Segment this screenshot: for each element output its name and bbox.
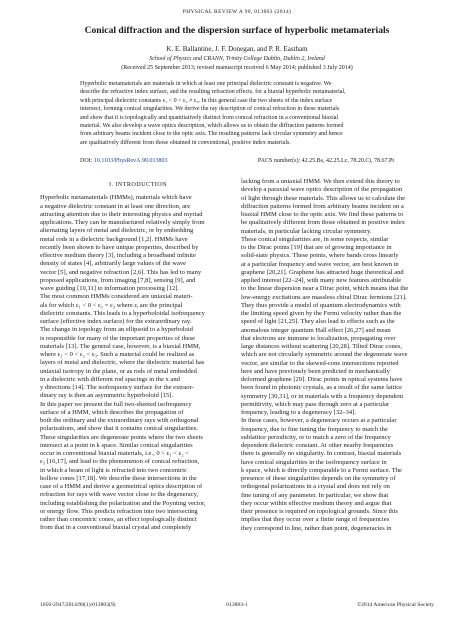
body-text-line: frequency, due to fine tuning the frequency to match the <box>241 425 388 433</box>
body-text-line: lacking from a uniaxial HMM. We then extend this theory to <box>241 178 400 185</box>
body-text-line: there is generally no singularity. In contrast, biaxial materials <box>241 450 402 458</box>
body-text-line: k space, which is directly comparable to a Fermi surface. The <box>241 466 402 474</box>
body-text-line: metal rods in a dielectric background [1,2]. HMMs have <box>40 235 188 243</box>
body-text-line: large distances without scattering [20,28]. Tilted Dirac cones, <box>241 343 402 350</box>
body-text-line: frequency, leading to a degeneracy [32–34]. <box>241 409 357 416</box>
body-text-line: that electrons are immune to localization, propagating over <box>241 334 396 342</box>
abstract-line: are qualitatively different from those obtained in conventional, positive index materials. <box>80 139 291 146</box>
body-text-line: a negative dielectric constant in at least one direction, are <box>40 202 191 210</box>
body-text-line: ε₃ [16,17], and lead to the phenomenon of conical refraction, <box>40 458 200 466</box>
body-text-line: occur in conventional biaxial materials, i.e., 0 < ε₁ < ε₂ < <box>40 450 189 457</box>
body-text-line: of light through these materials. This allows us to calculate the <box>241 194 406 202</box>
pacs-numbers: PACS number(s): 42.25.Bs, 42.25.Lc, 78.20.Ci, 78.67.Pt <box>257 158 394 164</box>
body-text-line: in which a beam of light is refracted into two concentric <box>40 466 187 474</box>
body-text-line: materials [13]. The general case, however, is a biaxial HMM, <box>40 342 201 350</box>
body-text-line: dinary ray is then an asymmetric hyperboloid [15]. <box>40 392 174 400</box>
body-text-line: In these cases, however, a degeneracy occurs at a particular <box>241 417 397 425</box>
body-text-line: attracting attention due to their interesting physics and myriad <box>40 210 203 218</box>
body-text-line: including establishing the polarization and the Poynting vector, <box>40 499 206 507</box>
body-text-line: The most common HMMs considered are uniaxial materi- <box>40 293 193 301</box>
body-text-line: polarizations, and show that it contains conical singularities. <box>40 425 198 433</box>
body-text-line: alternating layers of metal and dielectric, or by embedding <box>40 227 194 235</box>
body-text-line: effective medium theory [3], including a broadband infinite <box>40 252 196 259</box>
body-text-line: uniaxial isotropy in the plane, or as rods of metal embedded <box>40 367 197 375</box>
body-text-line: anomalous integer quantum Hall effect [26,27] and mean <box>241 326 391 334</box>
section-heading: I. INTRODUCTION <box>109 181 167 188</box>
body-text-line: in a dielectric with different rod spacings in the x and <box>40 375 180 383</box>
body-text-line: to the linear dispersion near a Dirac point, which means that the <box>241 285 409 293</box>
body-text-line: have conical singularities in the isofrequency surface in <box>241 458 387 466</box>
body-text-line: deformed graphene [29]. Dirac points in optical systems have <box>241 376 403 383</box>
body-text-line: surface (effective index surface) for the extraordinary ray. <box>40 318 192 325</box>
body-text-line: permittivity, which may pass through zero at a particular <box>241 400 390 408</box>
body-text-line: solid-state physics. These points, where bands cross linearly <box>241 252 399 260</box>
body-text-line: wave guiding [10,11] to information processing [12]. <box>40 285 180 292</box>
affiliation: School of Physics and CRANN, Trinity College Dublin, Dublin 2, Ireland <box>149 56 325 62</box>
body-text-line: materials, in particular lacking circular symmetry. <box>241 227 372 235</box>
body-text-line: where ε₁ < 0 < ε₂ < ε₃. Such a material could be realized as <box>40 351 195 358</box>
paper-title: Conical diffraction and the dispersion surface of hyperbolic metamaterials <box>84 25 390 36</box>
body-text-line: graphene [20,21]. Graphene has attracted huge theoretical and <box>241 268 404 276</box>
abstract-line: intersect, forming conical singularities. We derive the ray description of conical refraction in these materials <box>80 106 340 113</box>
body-text-line: hollow cones [17,18]. We describe these intersections in the <box>40 474 197 482</box>
abstract-line: describe the refractive index surface, and the resulting refraction effects, for a biaxial hyperbolic metamaterial, <box>80 89 346 96</box>
body-text-line: they occur within effective medium theory and argue that <box>241 499 392 507</box>
body-text-line: applied interest [22–24], with many new features attributable <box>241 277 401 284</box>
body-text-line: dielectric constants. This leads to a hyperboloidal isofrequency <box>40 309 205 317</box>
abstract-line: and show that it is topologically and quantitatively distinct from conical refraction in a conventional biaxial <box>80 114 339 121</box>
doi-link[interactable]: 10.1103/PhysRevA.90.013803 <box>93 158 168 164</box>
body-text-line: dependent dielectric constant. At other nearby frequencies <box>241 442 394 449</box>
body-text-line: sublattice periodicity, or to match a zero of the frequency <box>241 433 391 441</box>
body-text-line: y directions [14]. The isofrequency surface for the extraor- <box>40 384 194 391</box>
body-text-line: been found in photonic crystals, as a result of the same lattice <box>241 384 403 392</box>
body-text-line: intersect at a point in k space. Similar conical singularities <box>40 441 193 449</box>
body-text-line: The change in topology from an ellipsoid to a hyperboloid <box>40 326 193 334</box>
body-text-line: proposed applications, from imaging [7,8], sensing [9], and <box>40 276 196 284</box>
body-text-line: vector, are similar to the skewed-cone intersections reported <box>241 359 399 367</box>
body-text-line: vector [5], and negative refraction [2,6]. This has led to many <box>40 268 202 276</box>
body-text-line: from that in a conventional biaxial crystal and completely <box>40 524 192 532</box>
body-text-line: biaxial HMM close to the optic axis. We find these patterns to <box>241 211 404 218</box>
body-text-line: implies that they occur over a finite range of frequencies <box>241 516 390 524</box>
body-text-line: at a particular frequency and wave vector, are best known in <box>241 260 399 268</box>
doi-label: DOI: <box>80 158 93 164</box>
footer-page-number: 013803-1 <box>226 602 248 608</box>
body-text-line: recently been shown to have unique properties, described by <box>40 243 199 251</box>
body-text-line: low-energy excitations are massless chiral Dirac fermions [21]. <box>241 293 407 301</box>
body-text-line: rather than concentric cones, an effect topologically distinct <box>40 516 197 523</box>
abstract-line: from arbitrary beams incident close to the optic axis. The resulting patterns lack circular symmetry and hence <box>80 131 343 138</box>
author-list: K. E. Ballantine, J. F. Donegan, and P. R. Eastham <box>166 45 308 53</box>
body-text-line: presence of these singularities depends on the symmetry of <box>241 475 396 482</box>
abstract-line: with principal dielectric constants ε₁ < 0 < ε₂ ≠ ε₃. In this general case the two sheets of the index surface <box>80 97 333 104</box>
body-text-line: or energy flow. This predicts refraction into two intersecting <box>40 507 198 515</box>
body-text-line: be qualitatively different from those obtained in positive index <box>241 219 405 227</box>
body-text-line: develop a paraxial wave optics description of the propagation <box>241 186 403 194</box>
body-text-line: In this paper we present the full two-sheeted isofrequency <box>40 400 192 408</box>
footer-copyright: ©2014 American Physical Society <box>356 602 434 608</box>
left-column <box>40 178 236 533</box>
body-text-line: which are not circularly symmetric around the degenerate wave <box>241 351 408 359</box>
journal-header: PHYSICAL REVIEW A 90, 013803 (2014) <box>182 9 292 15</box>
body-text-line: speed of light [21,25]. They also lead to effects such as the <box>241 318 395 326</box>
body-text-line: diffraction patterns formed from arbitrary beams incident on a <box>241 202 404 210</box>
body-text-line: surface of a HMM, which describes the propagation of <box>40 408 184 416</box>
body-text-line: the limiting speed given by the Fermi velocity rather than the <box>241 310 402 317</box>
body-text-line: applications. They can be manufactured relatively simply from <box>40 219 205 226</box>
abstract-line: Hyperbolic metamaterials are materials in which at least one principal dielectric constant is negative. We <box>80 81 332 87</box>
abstract-line: material. We also develop a wave optics description, which allows us to obtain the diffraction patterns formed <box>80 123 344 130</box>
body-text-line: als for which ε₁ < 0 < ε₂ = ε₃ where εᵢ are the principal <box>40 301 183 309</box>
doi-line <box>80 157 167 165</box>
body-text-line: symmetry [30,31], or in materials with a frequency dependent <box>241 392 404 400</box>
footer-issn: 1050-2947/2014/90(1)/013803(9) <box>40 602 116 608</box>
body-text-line: Hyperbolic metamaterials (HMMs), materials which have <box>40 194 192 202</box>
body-text-line: fine tuning of any parameter. In particular, we show that <box>241 491 389 499</box>
body-text-line: here and have previously been predicted in mechanically <box>241 367 390 375</box>
body-text-line: These singularities are degenerate points where the two sheets <box>40 433 203 441</box>
received-dates: (Received 25 September 2013; revised manuscript received 6 May 2014; published 3 July 2014) <box>121 65 353 71</box>
body-text-line: they correspond to line, rather than point, degeneracies in <box>241 524 392 532</box>
abstract <box>80 80 394 147</box>
body-text-line: to the Dirac points [19] that are of growing importance in <box>241 244 392 251</box>
body-text-line: orthogonal polarizations in a crystal and does not rely on <box>241 483 390 491</box>
body-text-line: both the ordinary and the extraordinary rays with orthogonal <box>40 417 199 424</box>
body-text-line: layers of metal and dielectric, where the dielectric material has <box>40 359 205 367</box>
body-text-line: their presence is required on topological grounds. Since this <box>241 508 398 515</box>
body-text-line: They thus provide a model of quantum electrodynamics with <box>241 301 401 309</box>
right-column <box>241 178 437 533</box>
body-text-line: is responsible for many of the important properties of these <box>40 334 196 342</box>
body-text-line: case of a HMM and derive a geometrical optics description of <box>40 483 203 490</box>
body-text-line: refraction for rays with wave vector close to the degeneracy, <box>40 491 199 499</box>
body-text-line: These conical singularities are, in some respects, similar <box>241 235 389 243</box>
body-text-line: density of states [4], arbitrarily large values of the wave <box>40 260 187 268</box>
